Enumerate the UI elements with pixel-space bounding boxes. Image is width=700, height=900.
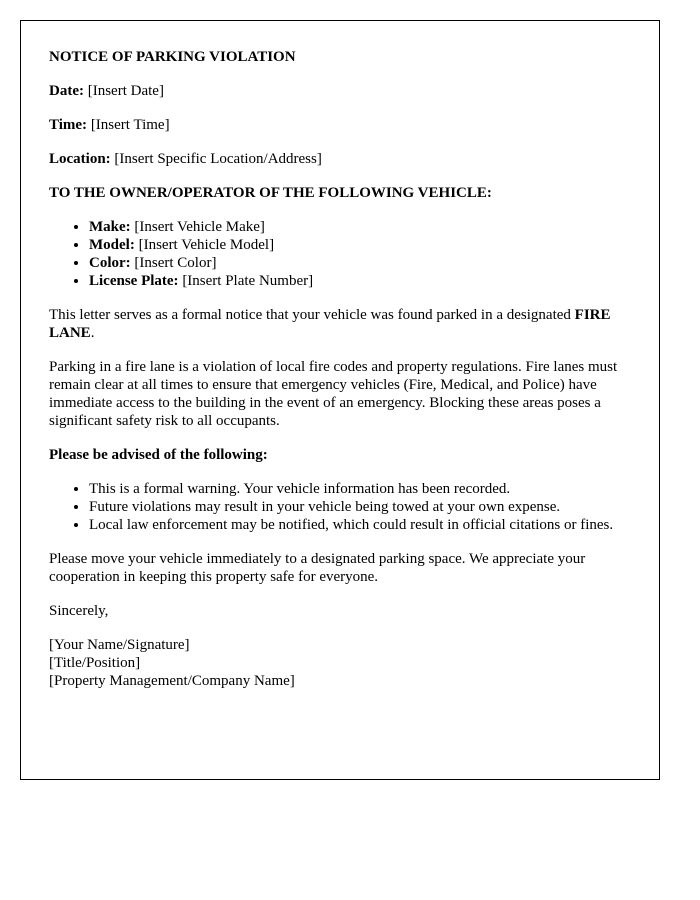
vehicle-plate-item [89,272,631,290]
model-label: Model: [89,237,135,253]
time-label: Time: [49,117,88,133]
signature-name: [Your Name/Signature] [49,637,190,653]
advised-item: • Future violations may result in your vehicle being towed at your own expense. [89,498,631,516]
signature-company: [Property Management/Company Name] [49,673,295,689]
sign-off: Sincerely, [49,603,109,619]
advised-item: • This is a formal warning. Your vehicle information has been recorded. [89,480,631,498]
signature-block [49,636,631,690]
notice-title: NOTICE OF PARKING VIOLATION [49,49,296,65]
time-line [49,116,631,134]
vehicle-heading: TO THE OWNER/OPERATOR OF THE FOLLOWING VEHICLE: [49,185,492,201]
vehicle-make-item [89,218,631,236]
signature-title: [Title/Position] [49,655,141,671]
color-value: [Insert Color] [134,255,217,271]
vehicle-model-item [89,236,631,254]
model-value: [Insert Vehicle Model] [138,237,275,253]
violation-paragraph: Parking in a fire lane is a violation of local fire codes and property regulations. Fire lanes must remain clear at all times to ensure that emergency vehicles (Fire, Medical, and Police) have immediate access to the building in the event of an emergency. Blocking these areas poses a significant safety risk to all occupants. [49,359,618,429]
closing-paragraph: Please move your vehicle immediately to a designated parking space. We appreciate your cooperation in keeping this property safe for everyone. [49,551,586,585]
date-line [49,82,631,100]
intro-paragraph [49,306,631,342]
date-label: Date: [49,83,84,99]
make-label: Make: [89,219,131,235]
plate-label: License Plate: [89,273,179,289]
notice-letter [20,20,660,780]
advised-heading: Please be advised of the following: [49,447,268,463]
color-label: Color: [89,255,131,271]
intro-text: This letter serves as a formal notice that your vehicle was found parked in a designated [49,307,571,323]
fire-lane-emphasis: FIRE LANE [49,307,611,341]
plate-value: [Insert Plate Number] [182,273,314,289]
vehicle-color-item [89,254,631,272]
date-value: [Insert Date] [87,83,164,99]
location-line [49,150,631,168]
intro-end: . [90,325,95,341]
advised-item: • Local law enforcement may be notified, which could result in official citations or fines. [89,516,631,534]
location-label: Location: [49,151,111,167]
vehicle-details-list [49,218,631,290]
make-value: [Insert Vehicle Make] [134,219,265,235]
location-value: [Insert Specific Location/Address] [114,151,322,167]
time-value: [Insert Time] [90,117,170,133]
advised-list [49,480,631,534]
